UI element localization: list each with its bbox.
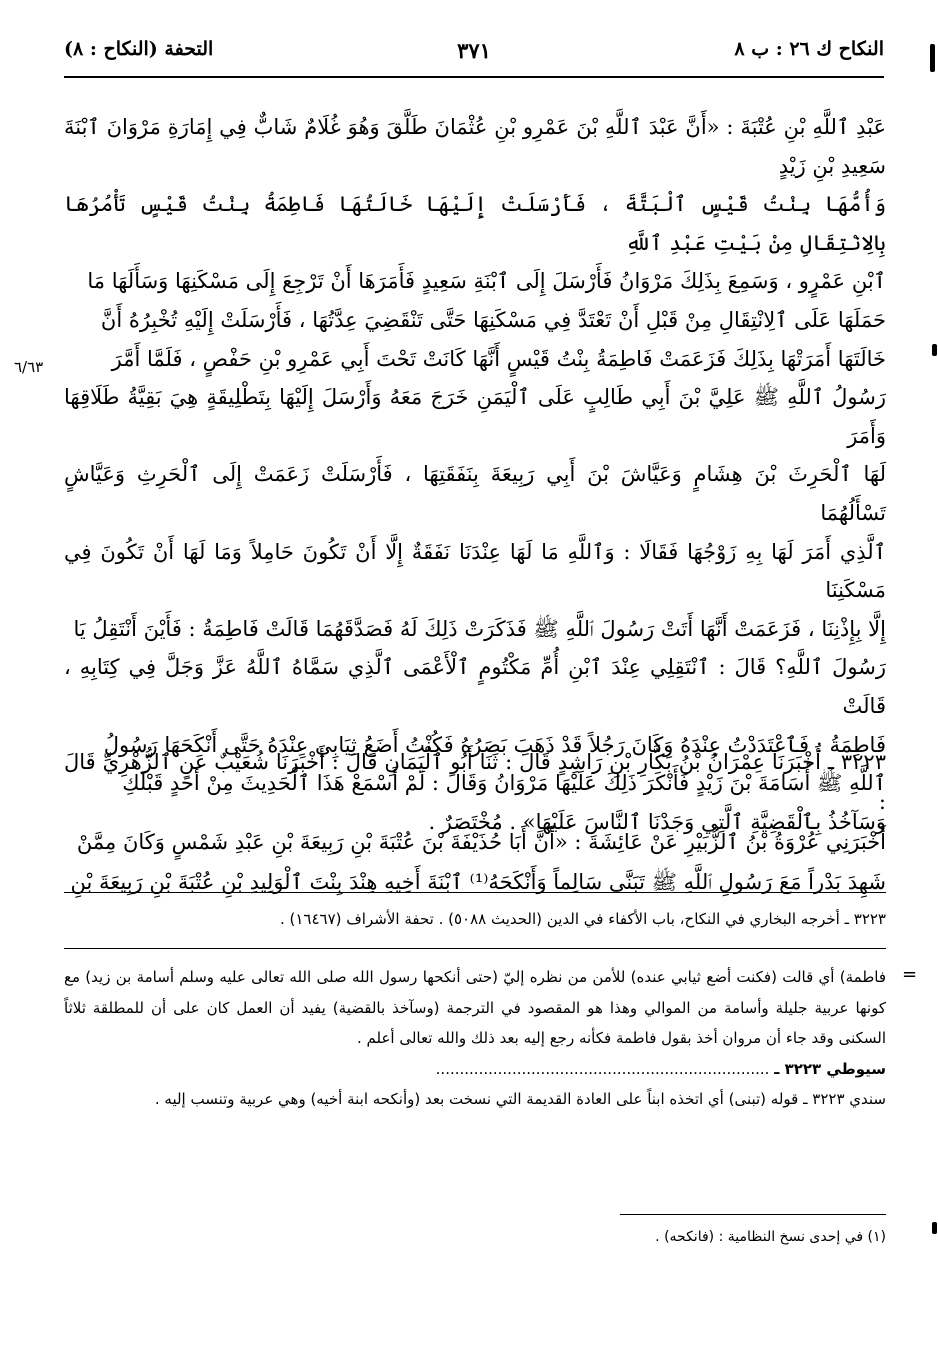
text-line: ٱلَّذِي أَمَرَ لَهَا بِهِ زَوْجُهَا فَقَالَا : وَٱللَّهِ مَا لَهَا عِنْدَنَا نَفَقَةٌ إِلَّا أَنْ تَكُونَ حَامِلاً وَمَا لَهَا أَنْ تَكُونَ فِي مَسْكَنِنَا xyxy=(64,539,886,603)
hadith-line: أَخْبَرَنِي عُرْوَةُ بْنُ ٱلزُّبَيْرِ عَنْ عَائِشَةَ : «أَنَّ أَبَا حُذَيْفَةَ بْنَ عُتْبَةَ بْنِ رَبِيعَةَ بْنِ عَبْدِ شَمْسٍ وَكَانَ مِمَّنْ xyxy=(76,830,886,854)
text-line: وَسَآخُذُ بِٱلْقَضِيَّةِ ٱلَّتِي وَجَدْنَا ٱلنَّاسَ عَلَيْهَا» . مُخْتَصَرٌ . xyxy=(428,809,886,834)
hadith-3223 xyxy=(64,742,886,894)
hadith-line: شَهِدَ بَدْراً مَعَ رَسُولِ ٱللَّهِ ﷺ تَبَنَّى سَالِماً وَأَنْكَحَهُ⁽¹⁾ ٱبْنَةَ أَخِيهِ هِنْدَ بِنْتَ ٱلْوَلِيدِ بْنِ عُتْبَةَ بْنِ رَبِيعَةَ بْنِ xyxy=(70,870,886,894)
running-header xyxy=(64,32,884,72)
suyuti-entry xyxy=(64,1054,886,1085)
takhrij-note: ٣٢٢٣ ـ أخرجه البخاري في النكاح، باب الأكفاء في الدين (الحديث ٥٠٨٨) . تحفة الأشراف (١٦٤٦٧) . xyxy=(279,910,886,928)
text-line: لَهَا ٱلْحَرِثَ بْنَ هِشَامٍ وَعَيَّاشَ بْنَ أَبِي رَبِيعَةَ بِنَفَقَتِهَا ، فَأَرْسَلَتْ زَعَمَتْ إِلَى ٱلْحَرِثِ وَعَيَّاشٍ تَسْأَلُهُمَا xyxy=(64,462,886,525)
text-line: خَالَتَهَا أَمَرَتْهَا بِذَلِكَ فَزَعَمَتْ فَاطِمَةُ بِنْتُ قَيْسٍ أَنَّهَا كَانَتْ تَحْتَ أَبِي عَمْرِو بْنِ حَفْصٍ ، فَلَمَّا أَمَّرَ xyxy=(111,346,886,371)
text-line: رَسُولُ ٱللَّهِ ﷺ عَلِيَّ بْنَ أَبِي طَالِبٍ عَلَى ٱلْيَمَنِ خَرَجَ مَعَهُ وَأَرْسَلَ إِلَيْهَا بِتَطْلِيقَةٍ هِيَ بَقِيَّةُ طَلَاقِهَا وَأَمَرَ xyxy=(64,385,886,448)
text-line: ٱبْنِ عَمْرٍو ، وَسَمِعَ بِذَلِكَ مَرْوَانُ فَأَرْسَلَ إِلَى ٱبْنَةِ سَعِيدٍ فَأَمَرَهَا أَنْ تَرْجِعَ إِلَى مَسْكَنِهَا وَسَأَلَهَا مَا xyxy=(87,269,886,294)
scan-edge-mark xyxy=(932,344,937,356)
text-line: رَسُولَ ٱللَّهِ؟ قَالَ : ٱنْتَقِلِي عِنْدَ ٱبْنِ أُمِّ مَكْتُومٍ ٱلْأَعْمَى ٱلَّذِي سَمَّاهُ ٱللَّهُ عَزَّ وَجَلَّ فِي كِتَابِهِ ، قَالَتْ xyxy=(64,655,886,718)
text-line: ٱللَّهِ ﷺ أُسَامَةَ بْنَ زَيْدٍ فَأَنْكَرَ ذَلِكَ عَلَيْهَا مَرْوَانُ وَقَالَ : لَمْ أَسْمَعْ هَذَا ٱلْحَدِيثَ مِنْ أَحَدٍ قَبْلَكِ xyxy=(122,771,886,796)
footnote: (١) في إحدى نسخ النظامية : (فانكحه) . xyxy=(655,1229,886,1245)
text-line: عَبْدِ ٱللَّهِ بْنِ عُتْبَةَ : «أَنَّ عَبْدَ ٱللَّهِ بْنَ عَمْرِو بْنِ عُثْمَانَ طَلَّقَ وَهُوَ غُلَامٌ شَابٌّ فِي إِمَارَةِ مَرْوَانَ ٱبْنَةَ سَعِيدِ بْنِ زَيْدٍ xyxy=(64,115,886,178)
text-line: إِلَّا بِإِذْنِنَا ، فَزَعَمَتْ أَنَّهَا أَتَتْ رَسُولَ ٱللَّهِ ﷺ فَذَكَرَتْ ذَلِكَ لَهُ فَصَدَّقَهُمَا قَالَتْ فَاطِمَةُ : فَأَيْنَ أَنْتَقِلُ يَا xyxy=(73,616,886,641)
suyuti-dots: ...................................................................... xyxy=(435,1059,770,1078)
margin-note: ٦/٦٣ xyxy=(14,358,44,376)
hadith-line: ٣٢٢٣ ـ أَخْبَرَنَا عِمْرَانُ بْنُ بَكَّارِ بْنِ رَاشِدٍ قَالَ : ثَنَا أَبُو ٱلْيَمَانِ قَالَ : أَخْبَرَنَا شُعَيْبٌ عَنِ ٱلزُّهْرِيِّ قَالَ : xyxy=(64,750,886,814)
header-tuhfa-ref: التحفة (النكاح : ٨) xyxy=(64,38,214,60)
scan-edge-mark xyxy=(930,44,935,72)
page-number: ٣٧١ xyxy=(457,38,491,63)
commentary-section xyxy=(64,962,886,1220)
scan-edge-mark xyxy=(932,1222,937,1234)
section-rule xyxy=(64,892,886,893)
commentary-paragraph: فاطمة) أي قالت (فكنت أضع ثيابي عنده) للأمن من نظره إليّ (حتى أنكحها رسول الله صلى الله تعالى عليه وسلم أسامة بن زيد) مع كونها عربية جليلة وأسامة من الموالي وهذا هو المقصود في الترجمة (وسآخذ بالقضية) يفيد أن العمل كان على أن للمطلقة ثلاثاً السكنى وقد جاء أن مروان أخذ بقول فاطمة فكأنه رجع إليه بعد ذلك والله تعالى أعلم . xyxy=(64,968,886,1047)
header-rule xyxy=(64,76,884,78)
section-rule xyxy=(64,948,886,949)
continuation-marker: = xyxy=(902,964,918,985)
header-chapter-ref: النكاح ك ٢٦ : ب ٨ xyxy=(734,38,884,60)
text-line: حَمَلَهَا عَلَى ٱلِانْتِقَالِ مِنْ قَبْلِ أَنْ تَعْتَدَّ فِي مَسْكَنِهَا حَتَّى تَنْقَضِيَ عِدَّتُهَا ، فَأَرْسَلَتْ إِلَيْهِ تُخْبِرُهُ أَنَّ xyxy=(100,307,886,332)
text-line: وَأُمُّهَا بِنْتُ قَيْسٍ ٱلْبَتَّةَ ، فَأَرْسَلَتْ إِلَيْهَا خَالَتُهَا فَاطِمَةُ بِنْتُ قَيْسٍ تَأْمُرُهَا بِالِانْتِقَالِ مِنْ بَيْتِ عَبْدِ ٱللَّهِ xyxy=(64,192,886,255)
sindi-entry: سندي ٣٢٢٣ ـ قوله (تبنى) أي اتخذه ابناً على العادة القديمة التي نسخت بعد (وأنكحه ابنة أخيه) وهي عربية وتنسب إليه . xyxy=(154,1090,886,1108)
suyuti-label: سيوطي ٣٢٢٣ ـ xyxy=(774,1059,886,1078)
text-line: فَاطِمَةُ : فَٱعْتَدَدْتُ عِنْدَهُ وَكَانَ رَجُلاً قَدْ ذَهَبَ بَصَرُهُ فَكُنْتُ أَضَعُ ثِيَابِي عِنْدَهُ حَتَّى أَنْكَحَهَا رَسُولُ xyxy=(103,732,886,757)
footnote-rule xyxy=(620,1214,886,1215)
